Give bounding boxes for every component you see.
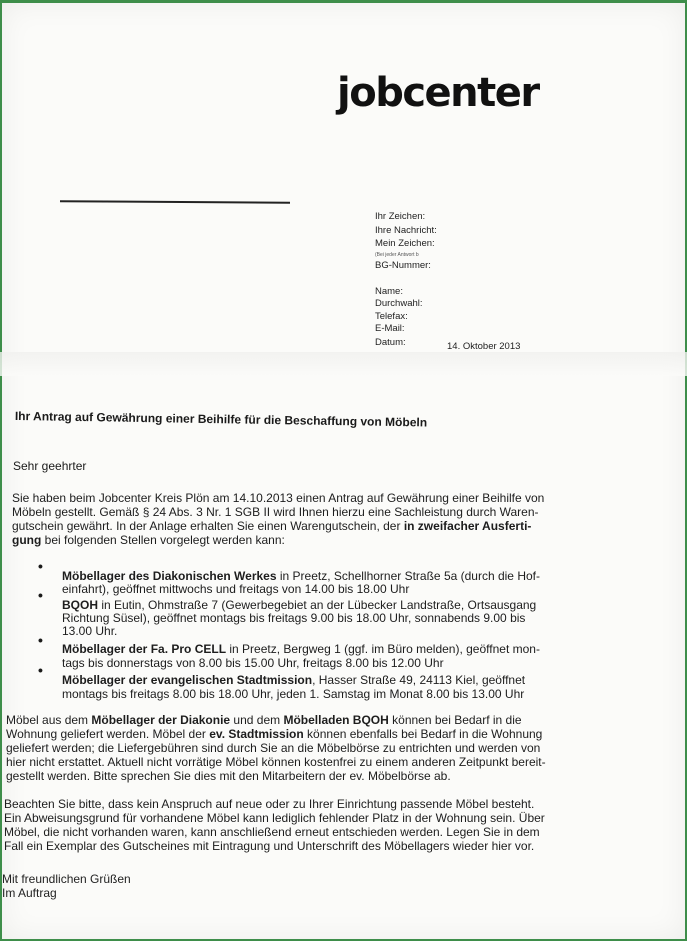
para3-line-1: Beachten Sie bitte, dass kein Anspruch auf neue oder zu Ihrer Einrichtung passende Möbel besteht. [4, 797, 535, 811]
closing-greeting: Mit freundlichen Grüßen [2, 872, 131, 886]
bullet-2-line-2: Richtung Süsel), geöffnet montags bis freitags 9.00 bis 18.00 Uhr, sonnabends 9.00 bis [62, 611, 526, 625]
meta-mein-zeichen: Mein Zeichen: [375, 238, 435, 249]
bullet-3-line-2: tags bis donnerstags von 8.00 bis 15.00 Uhr, freitags 8.00 bis 12.00 Uhr [62, 656, 444, 670]
meta-bg-nummer: BG-Nummer: [375, 260, 431, 271]
para3-line-3: Möbel, die nicht vorhanden waren, kann anschließend erneut entschieden werden. Legen Sie in dem [4, 825, 540, 839]
salutation: Sehr geehrter [13, 459, 87, 473]
para2-line-3: geliefert werden; die Liefergebühren sind durch Sie an die Möbelbörse zu entrichten und werden von [6, 741, 541, 755]
subject-line: Ihr Antrag auf Gewährung einer Beihilfe für die Beschaffung von Möbeln [14, 409, 428, 430]
para2-line-2: Wohnung geliefert werden. Möbel der ev. Stadtmission können ebenfalls bei Bedarf in die Wohnung [6, 727, 543, 741]
intro-line-3: gutschein gewährt. In der Anlage erhalten Sie einen Warengutschein, der in zweifacher Ausferti- [12, 519, 532, 533]
meta-email: E-Mail: [375, 323, 405, 334]
bullet-dot: • [38, 632, 43, 648]
bullet-dot: • [38, 587, 43, 603]
im-auftrag: Im Auftrag [2, 886, 57, 900]
meta-ihre-nachricht: Ihre Nachricht: [375, 225, 437, 236]
meta-datum-value: 14. Oktober 2013 [447, 341, 521, 352]
bullet-3-line-1: Möbellager der Fa. Pro CELL in Preetz, Bergweg 1 (ggf. im Büro melden), geöffnet mon- [62, 642, 540, 656]
para3-line-2: Ein Abweisungsgrund für vorhandene Möbel kann lediglich fehlender Platz in der Wohnung sein. Über [4, 811, 545, 825]
para3-line-4: Fall ein Exemplar des Gutscheines mit Eintragung und Unterschrift des Möbellagers wieder hier vor. [4, 839, 535, 853]
meta-ihr-zeichen: Ihr Zeichen: [375, 211, 426, 222]
bullet-2-line-3: 13.00 Uhr. [62, 624, 118, 638]
bullet-1-line-1: Möbellager des Diakonischen Werkes in Preetz, Schellhorner Straße 5a (durch die Hof- [62, 569, 540, 583]
meta-name: Name: [375, 286, 403, 297]
paper-fold [0, 352, 687, 376]
bullet-dot: • [38, 558, 43, 574]
intro-line-2: Möbeln gestellt. Gemäß § 24 Abs. 3 Nr. 1 SGB II wird Ihnen hierzu eine Sachleistung durch Waren- [12, 505, 539, 519]
para2-line-4: hier nicht erstattet. Aktuell nicht vorrätige Möbel können kostenfrei zu einem anderen Zeitpunkt bereit- [6, 755, 546, 769]
intro-line-4: gung bei folgenden Stellen vorgelegt werden kann: [12, 533, 285, 547]
jobcenter-logo: jobcenter [337, 70, 539, 116]
bullet-2-line-1: BQOH in Eutin, Ohmstraße 7 (Gewerbegebiet an der Lübecker Landstraße, Ortsausgang [62, 598, 537, 612]
bullet-dot: • [38, 662, 43, 678]
meta-durchwahl: Durchwahl: [375, 298, 423, 309]
meta-telefax: Telefax: [375, 311, 408, 322]
meta-note: (Bei jeder Antwort b [375, 252, 419, 258]
bullet-4-line-1: Möbellager der evangelischen Stadtmission, Hasser Straße 49, 24113 Kiel, geöffnet [62, 673, 526, 687]
bullet-4-line-2: montags bis freitags 8.00 bis 18.00 Uhr, jeden 1. Samstag im Monat 8.00 bis 13.00 Uhr [62, 687, 525, 701]
intro-line-1: Sie haben beim Jobcenter Kreis Plön am 14.10.2013 einen Antrag auf Gewährung einer Beihilfe von [12, 491, 545, 505]
para2-line-5: gestellt werden. Bitte sprechen Sie dies mit den Mitarbeitern der ev. Möbelbörse ab. [6, 769, 451, 783]
meta-datum: Datum: [375, 337, 406, 348]
para2-line-1: Möbel aus dem Möbellager der Diakonie und dem Möbelladen BQOH können bei Bedarf in die [6, 713, 522, 727]
bullet-1-line-2: einfahrt), geöffnet mittwochs und freitags von 14.00 bis 18.00 Uhr [62, 582, 410, 596]
